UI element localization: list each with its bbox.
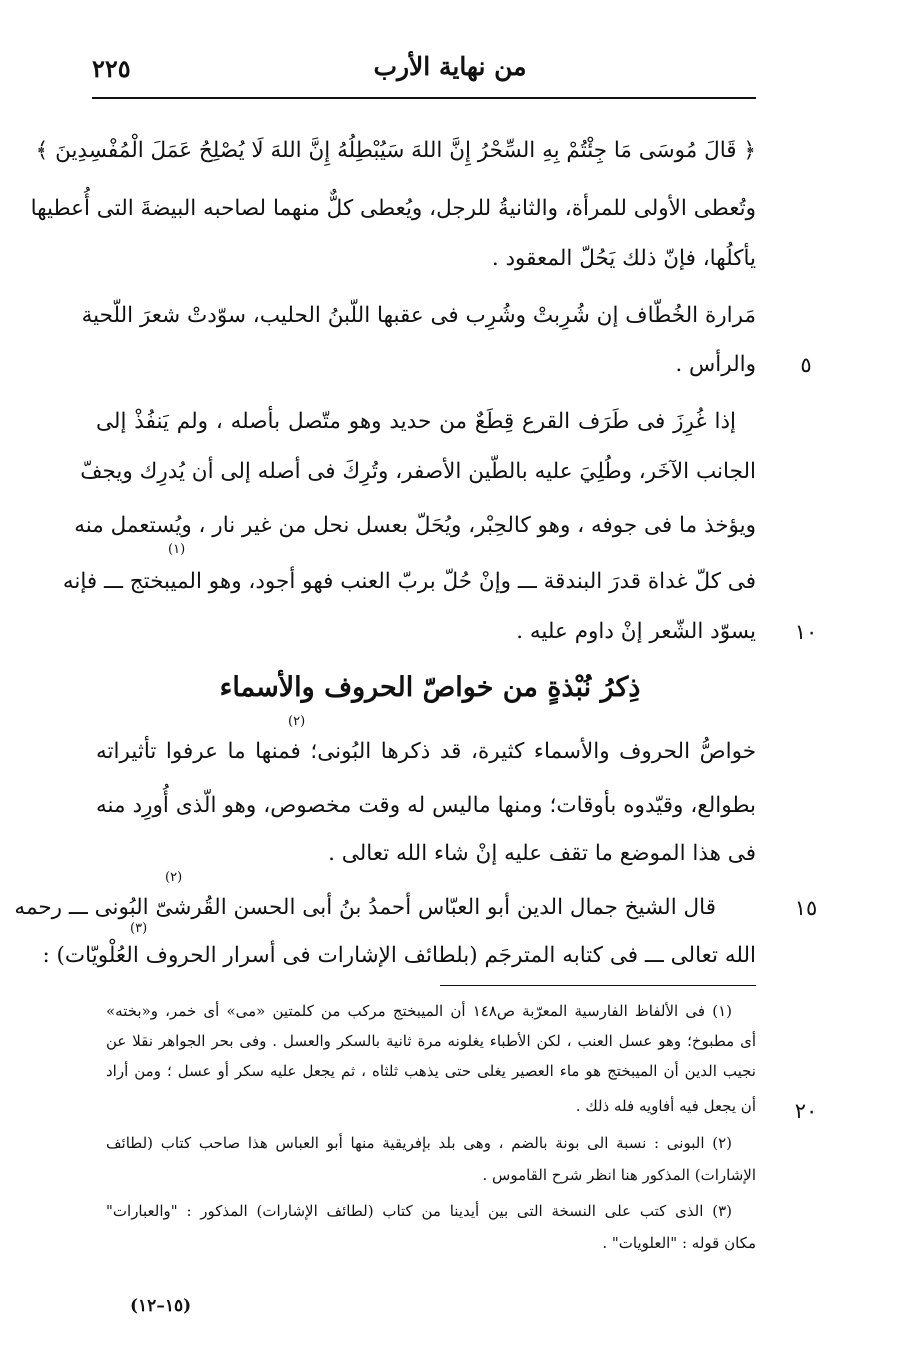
line-number: ٢٠ xyxy=(794,1099,818,1123)
footnote-line: (١) فى الألفاظ الفارسية المعرّبة ص١٤٨ أن الميبختج مركب من كلمتين «مى» أى خمر، و«بخته» xyxy=(106,1002,732,1020)
body-line: خواصُّ الحروف والأسماء كثيرة، قد ذكرها البُونى؛ فمنها ما عرفوا تأثيراته xyxy=(96,739,756,764)
footnote-line: مكان قوله : "العلويات" . xyxy=(602,1234,756,1252)
footnote-marker: (١) xyxy=(168,542,186,557)
footnote-rule xyxy=(440,985,756,986)
header-rule xyxy=(92,97,756,99)
body-line: والرأس . xyxy=(675,352,756,377)
body-line: يسوّد الشّعر إنْ داوم عليه . xyxy=(516,619,756,644)
line-number: ١٠ xyxy=(794,620,818,644)
body-line: فى كلّ غداة قدرَ البندقة ـــ وإنْ حُلّ بربّ العنب فهو أجود، وهو الميبختج ـــ فإنه xyxy=(62,569,756,594)
body-line: الجانب الآخَر، وطُلِيَ عليه بالطّين الأصفر، وتُرِكَ فى أصله إلى أن يُدرِك ويجفّ xyxy=(80,459,756,484)
body-line: ﴿ قَالَ مُوسَى مَا جِئْتُمْ بِهِ السِّحْرُ إِنَّ اللهَ سَيُبْطِلُهُ إِنَّ اللهَ لَا يُصْلِحُ عَمَلَ الْمُفْسِدِينَ ﴾ xyxy=(35,138,756,163)
footnote-line: نجيب الدين أن الميبختج هو ماء العصير يغلى حتى يذهب ثلثاه ، ثم يجعل عليه سكر أو عسل ؛ ومن أراد xyxy=(106,1062,756,1080)
line-number: ١٥ xyxy=(794,896,818,920)
body-line: قال الشيخ جمال الدين أبو العبّاس أحمدُ بنُ أبى الحسن القُرشىّ البُونى ـــ رحمه xyxy=(14,895,716,920)
footnote-marker: (٢) xyxy=(288,714,306,729)
body-line: الله تعالى ـــ فى كتابه المترجَم (بلطائف الإشارات فى أسرار الحروف العُلْويّات) : xyxy=(42,943,756,968)
body-line: يأكلُها، فإنّ ذلك يَحُلّ المعقود . xyxy=(491,246,756,271)
body-line: ويؤخذ ما فى جوفه ، وهو كالحِبْر، ويُحَلّ بعسل نحل من غير نار ، ويُستعمل منه xyxy=(74,513,756,538)
page-number: ٢٢٥ xyxy=(92,54,131,83)
line-number: ٥ xyxy=(800,353,812,377)
footnote-line: (٢) البونى : نسبة الى بونة بالضم ، وهى بلد بإفريقية منها أبو العباس هذا صاحب كتاب (لطائف xyxy=(106,1134,732,1152)
section-heading: ذِكرُ نُبْذةٍ من خواصّ الحروف والأسماء xyxy=(219,672,641,703)
body-line: مَرارة الخُطّاف إن شُرِبتْ وشُرِب فى عقبها اللّبنُ الحليب، سوّدتْ شعرَ اللّحية xyxy=(81,303,756,328)
running-title: من نهاية الأرب xyxy=(373,52,527,81)
body-line: وتُعطى الأولى للمرأة، والثانيةُ للرجل، ويُعطى كلٌّ منهما لصاحبه البيضةَ التى أُعطيها xyxy=(30,196,756,221)
body-line: إذا غُرِزَ فى طَرَف القرع قِطَعٌ من حديد وهو متّصل بأصله ، ولم يَنفُذْ إلى xyxy=(96,409,736,434)
footnote-line: أن يجعل فيه أفاويه فله ذلك . xyxy=(575,1097,756,1115)
footnote-marker: (٣) xyxy=(130,921,148,936)
footnote-line: (٣) الذى كتب على النسخة التى بين أيدينا من كتاب (لطائف الإشارات) المذكور : "والعبارات" xyxy=(106,1202,732,1220)
footnote-line: الإشارات) المذكور هنا انظر شرح القاموس . xyxy=(482,1166,756,1184)
footnote-line: أى مطبوخ؛ وهو عسل العنب ، لكن الأطباء يغلونه مرة ثانية بالسكر والعسل . وفى بحر الجواهر نقلا عن xyxy=(106,1032,756,1050)
body-line: بطوالع، وقيّدوه بأوقات؛ ومنها ماليس له وقت مخصوص، وهو الّذى أُورِد منه xyxy=(96,793,756,818)
signature-mark: (١٥–١٢) xyxy=(130,1296,192,1316)
footnote-marker: (٢) xyxy=(165,870,183,885)
body-line: فى هذا الموضع ما تقف عليه إنْ شاء الله تعالى . xyxy=(328,841,756,866)
